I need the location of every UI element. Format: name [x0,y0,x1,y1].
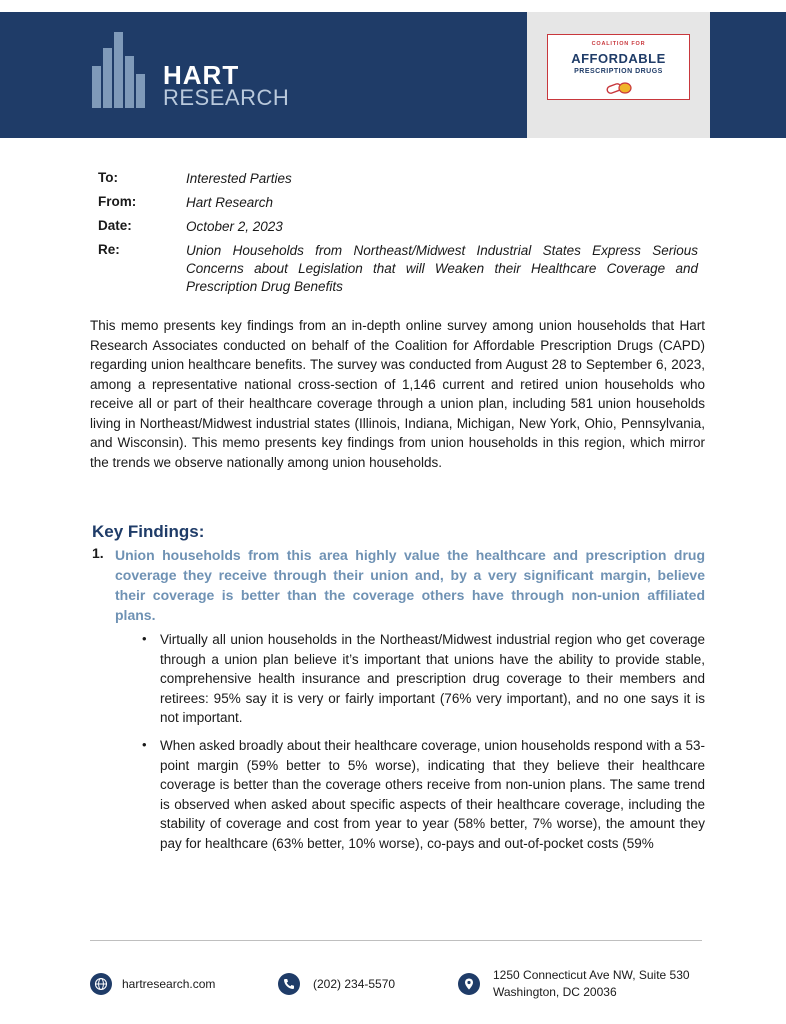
header-band [0,12,786,138]
memo-re-label: Re: [98,242,120,257]
bullet-2-dot: • [142,737,147,752]
memo-from-value: Hart Research [186,195,274,210]
footer-phone[interactable]: (202) 234-5570 [313,977,396,991]
finding-1-heading: Union households from this area highly value the healthcare and prescription drug coverage they receive through their union and, by a very significant margin, believe their coverage is better than the coverage others have through non-union affiliated plans. [115,547,705,623]
memo-from-label: From: [98,194,137,209]
hart-logo-word-1: HART [163,60,240,90]
memo-date-label: Date: [98,218,132,233]
footer-divider [90,940,702,941]
footer-address-line-2: Washington, DC 20036 [493,985,617,999]
finding-1-bullet-2: When asked broadly about their healthcare coverage, union households respond with a 53-point margin (59% better to 5% worse), indicating that they believe their healthcare coverage is better than the coverage others receive from non-union plans. The same trend is observed when asked about specific aspects of their healthcare coverage, including the stability of coverage and cost from year to year (58% better, 7% worse), the amount they pay for healthcare (63% better, 10% worse), co-pays and out-of-pocket costs (59% [160,738,705,851]
capd-logo-affordable: AFFORDABLE [571,51,666,66]
footer-address-line-1: 1250 Connecticut Ave NW, Suite 530 [493,968,690,982]
memo-date-value: October 2, 2023 [186,219,283,234]
phone-icon [278,973,300,995]
hart-research-logo [90,32,330,122]
hart-logo-word-2: RESEARCH [163,85,290,110]
footer-website[interactable]: hartresearch.com [122,977,216,991]
capd-logo-prescription: PRESCRIPTION DRUGS [574,68,663,75]
memo-re-value: Union Households from Northeast/Midwest Industrial States Express Serious Concerns about Legislation that will Weaken their Healthcare Coverage and Prescription Drug Benefits [186,243,698,294]
capd-logo [547,34,690,100]
globe-icon [90,973,112,995]
memo-to-value: Interested Parties [186,171,292,186]
intro-paragraph: This memo presents key findings from an in-depth online survey among union households that Hart Research Associates conducted on behalf of the Coalition for Affordable Prescription Drugs (CAPD) regarding union healthcare benefits. The survey was conducted from August 28 to September 6, 2023, among a representative national cross-section of 1,146 current and retired union households who receive all or part of their healthcare coverage through a union plan, including 581 union households living in Northeast/Midwest industrial states (Illinois, Indiana, Michigan, New York, Ohio, Pennsylvania, and Wisconsin). This memo presents key findings from union households in this region, which mirror the trends we observe nationally among union households. [90,318,705,470]
finding-1-number: 1. [92,545,104,561]
bullet-1-dot: • [142,631,147,646]
hart-logo-bars [90,32,154,122]
memo-to-label: To: [98,170,118,185]
pills-icon [605,79,633,95]
location-pin-icon [458,973,480,995]
capd-logo-coalition: COALITION FOR [591,41,646,47]
key-findings-heading: Key Findings: [92,522,205,541]
finding-1-bullet-1: Virtually all union households in the Northeast/Midwest industrial region who get coverage through a union plan believe it’s important that unions have the ability to provide stable, comprehensive health insurance and prescription drug coverage to their members and retirees: 95% say it is very or fairly important (76% very important), and no one says it is not important. [160,632,705,725]
capd-logo-panel [527,12,710,138]
